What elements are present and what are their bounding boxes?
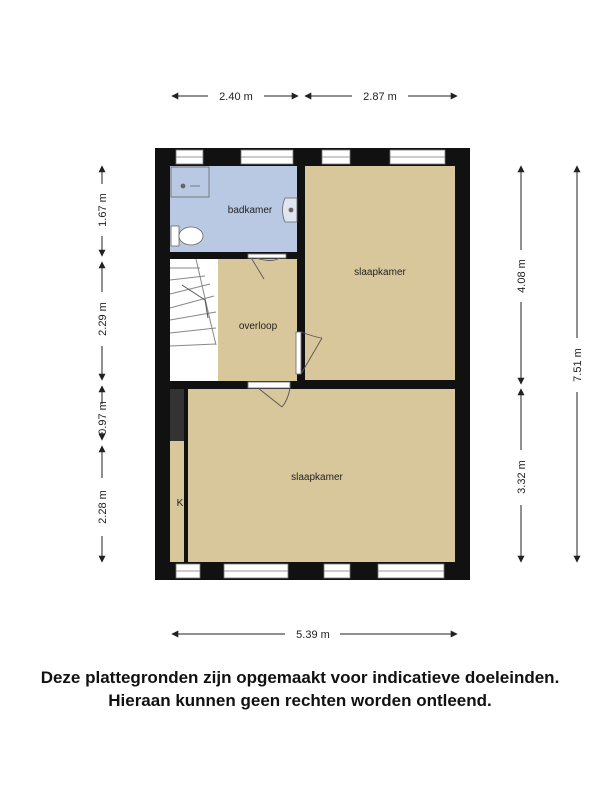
toilet <box>171 226 203 246</box>
storage-block <box>170 389 184 441</box>
room-label-slaapkamer-bottom: slaapkamer <box>291 472 343 483</box>
dim-label-right-outer: 7.51 m <box>572 348 584 382</box>
dim-label-left-1: 1.67 m <box>97 193 109 227</box>
dim-label-left-4: 2.28 m <box>97 490 109 524</box>
disclaimer-line-1: Deze plattegronden zijn opgemaakt voor indicatieve doeleinden. <box>40 668 560 687</box>
landing-floor <box>218 259 297 381</box>
dim-label-left-2: 2.29 m <box>97 302 109 336</box>
room-label-slaapkamer-top: slaapkamer <box>354 267 406 278</box>
room-label-kast: K <box>176 498 184 509</box>
dim-label-right-inner-2: 3.32 m <box>516 460 528 494</box>
dim-label-left-3: 0.97 m <box>97 401 109 435</box>
disclaimer-line-2: Hieraan kunnen geen rechten worden ontleend. <box>108 691 492 710</box>
dim-label-top-left: 2.40 m <box>219 91 253 103</box>
sink <box>283 198 298 222</box>
dim-label-bottom: 5.39 m <box>296 629 330 641</box>
dim-label-right-inner-1: 4.08 m <box>516 259 528 293</box>
dim-label-top-right: 2.87 m <box>363 91 397 103</box>
room-label-badkamer: badkamer <box>227 205 273 216</box>
room-label-overloop: overloop <box>238 321 278 332</box>
